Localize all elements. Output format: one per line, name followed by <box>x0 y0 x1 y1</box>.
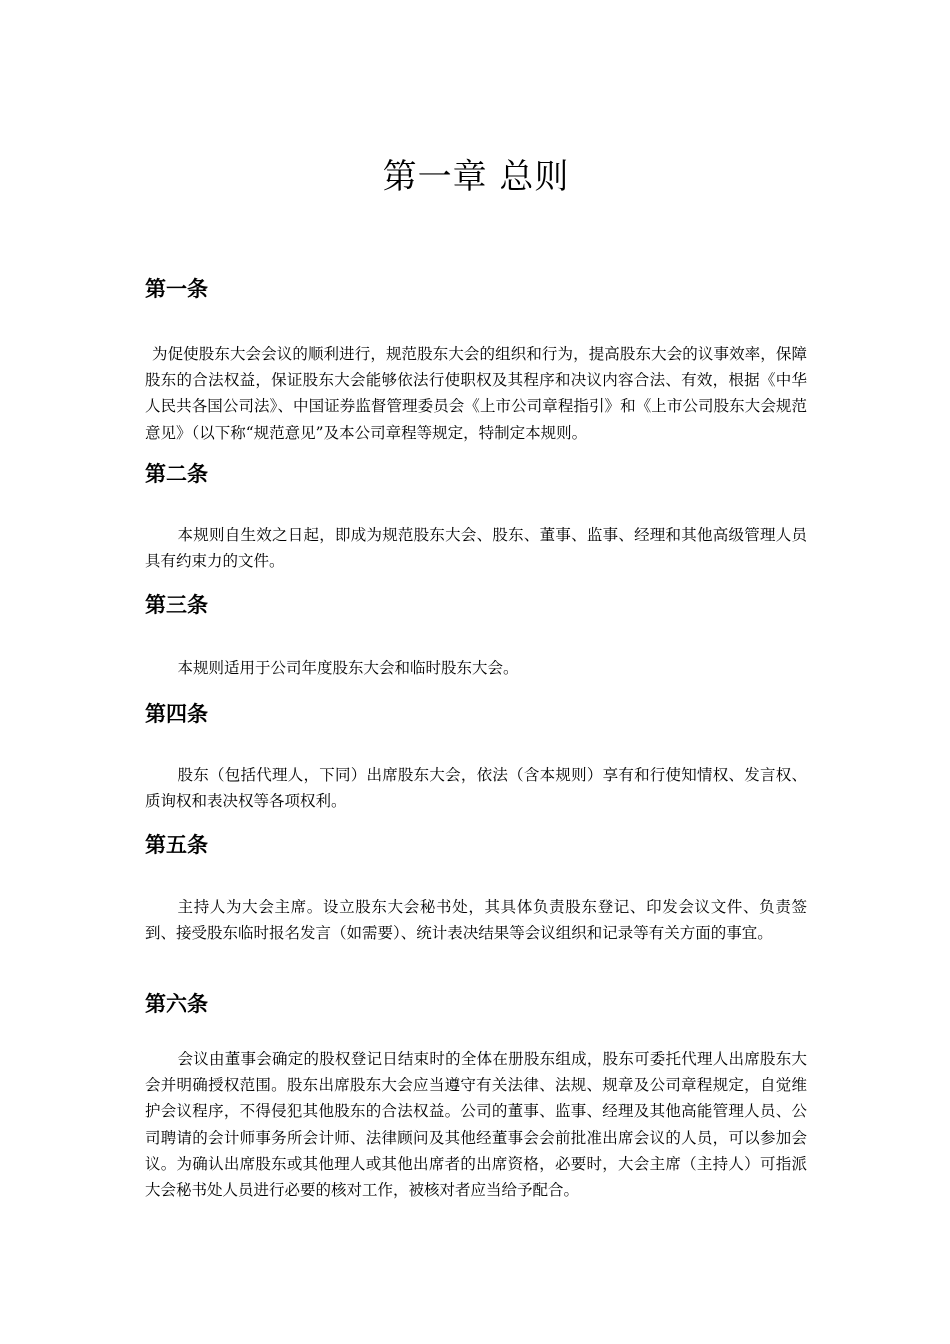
article-heading-2: 第二条 <box>145 462 208 486</box>
article-body-5: 主持人为大会主席。设立股东大会秘书处，其具体负责股东登记、印发会议文件、负责签到、接受股东临时报名发言（如需要）、统计表决结果等会议组织和记录等有关方面的事宜。 <box>145 898 807 943</box>
chapter-title: 第一章 总则 <box>382 157 570 197</box>
article-heading-6: 第六条 <box>145 992 208 1016</box>
article-heading-3: 第三条 <box>145 593 208 617</box>
article-body-3: 本规则适用于公司年度股东大会和临时股东大会。 <box>177 659 519 677</box>
article-body-2: 本规则自生效之日起，即成为规范股东大会、股东、董事、监事、经理和其他高级管理人员具有约束力的文件。 <box>145 526 807 571</box>
article-body-4: 股东（包括代理人，下同）出席股东大会，依法（含本规则）享有和行使知情权、发言权、质询权和表决权等各项权利。 <box>145 766 807 811</box>
article-body-1: 为促使股东大会会议的顺利进行，规范股东大会的组织和行为，提高股东大会的议事效率，保障股东的合法权益，保证股东大会能够依法行使职权及其程序和决议内容合法、有效，根据《中华人民共各国公司法》、中国证券监督管理委员会《上市公司章程指引》和《上市公司股东大会规范意见》（以下称“规范意见”及本公司章程等规定，特制定本规则。 <box>145 345 807 442</box>
article-heading-1: 第一条 <box>145 277 208 301</box>
article-heading-5: 第五条 <box>145 833 208 857</box>
article-body-6: 会议由董事会确定的股权登记日结束时的全体在册股东组成，股东可委托代理人出席股东大会并明确授权范围。股东出席股东大会应当遵守有关法律、法规、规章及公司章程规定，自觉维护会议程序，不得侵犯其他股东的合法权益。公司的董事、监事、经理及其他高能管理人员、公司聘请的会计师事务所会计师、法律顾问及其他经董事会会前批准出席会议的人员，可以参加会议。为确认出席股东或其他理人或其他出席者的出席资格，必要时，大会主席（主持人）可指派大会秘书处人员进行必要的核对工作，被核对者应当给予配合。 <box>145 1050 807 1200</box>
article-heading-4: 第四条 <box>145 702 208 726</box>
